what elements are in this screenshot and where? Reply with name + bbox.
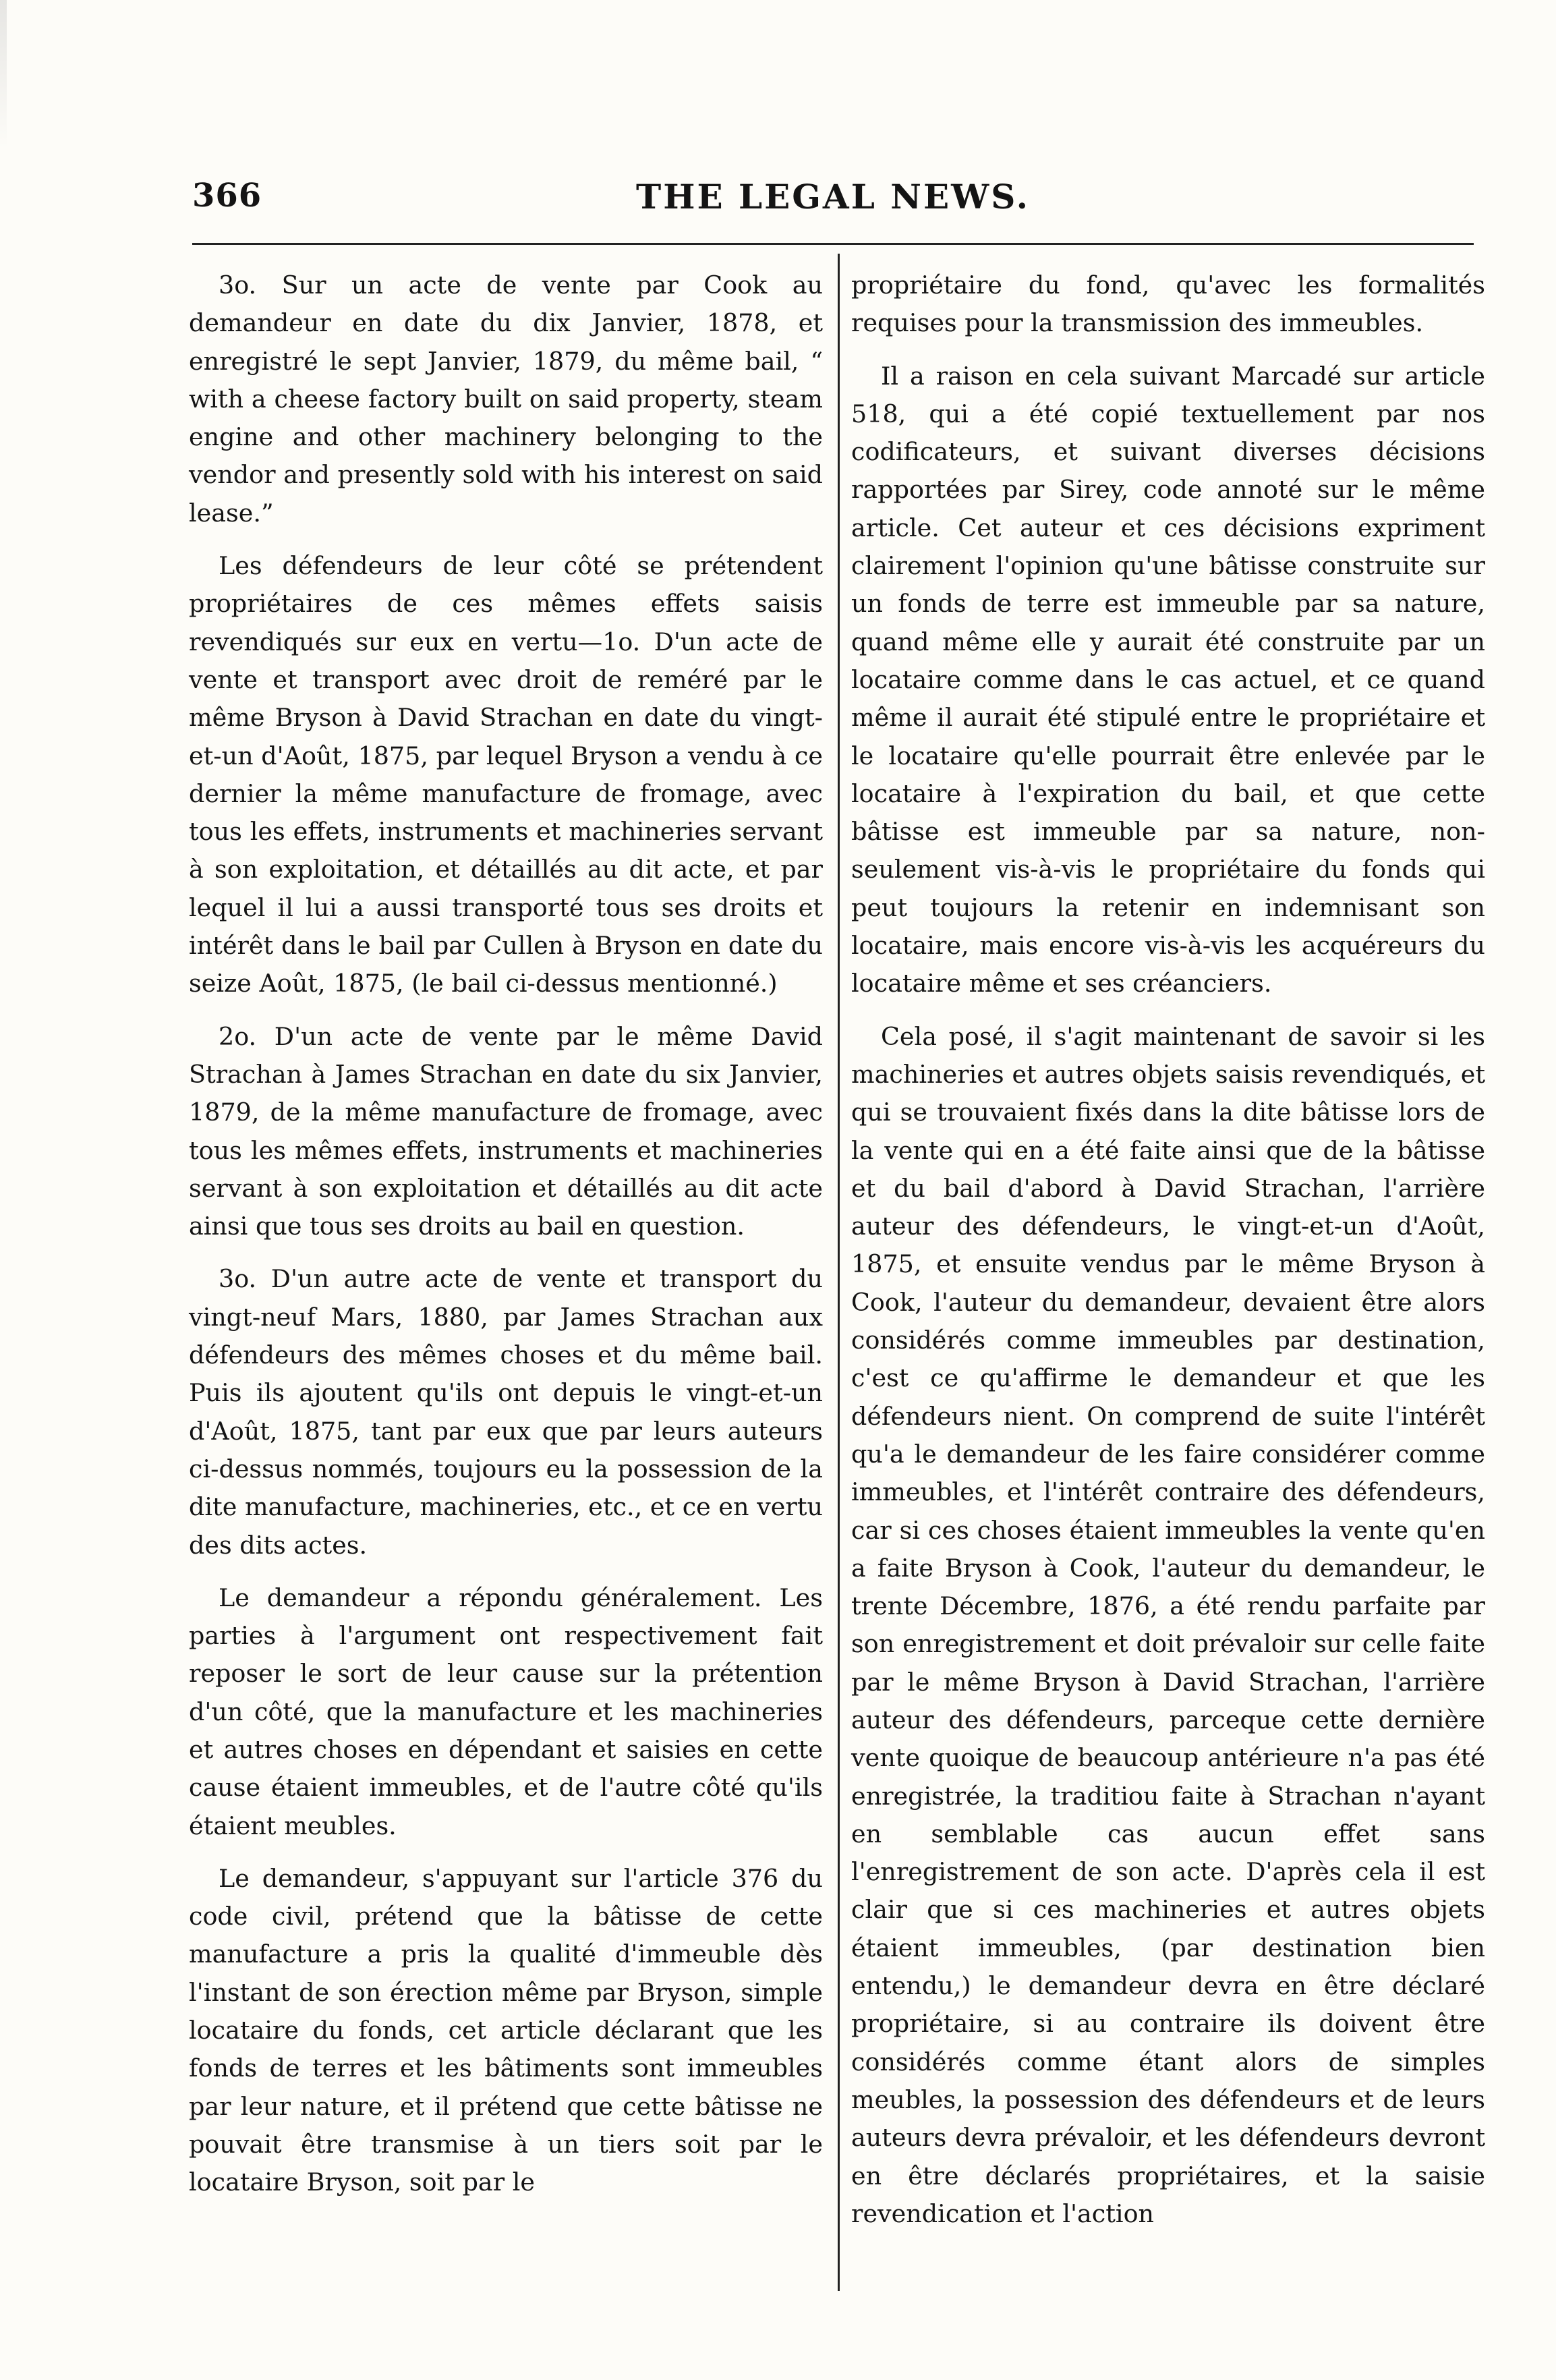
page-number: 366 <box>192 177 262 215</box>
scan-edge-shadow <box>0 0 7 148</box>
paragraph: Les défendeurs de leur côté se prétendent propriétaires de ces mêmes effets saisis revendiqués sur eux en vertu—1o. D'un acte de vente et transport avec droit de reméré par le même Bryson à David Strachan en date du vingt-et-un d'Août, 1875, par lequel Bryson a vendu à ce dernier la même manufacture de fromage, avec tous les effets, instruments et machineries servant à son exploitation, et détaillés au dit acte, et par lequel il lui a aussi transporté tous ses droits et intérêt dans le bail par Cullen à Bryson en date du seize Août, 1875, (le bail ci-dessus mentionné.) <box>189 551 823 998</box>
running-title: THE LEGAL NEWS. <box>636 177 1030 217</box>
header-rule <box>192 243 1474 245</box>
right-column <box>851 266 1485 2248</box>
paragraph-continued: propriétaire du fond, qu'avec les formalités requises pour la transmission des immeubles. <box>851 271 1485 338</box>
paragraph: Le demandeur a répondu généralement. Les parties à l'argument ont respectivement fait reposer le sort de leur cause sur la prétention d'un côté, que la manufacture et les machineries et autres choses en dépendant et saisies en cette cause étaient immeubles, et de l'autre côté qu'ils étaient meubles. <box>189 1583 823 1840</box>
paragraph: 3o. Sur un acte de vente par Cook au demandeur en date du dix Janvier, 1878, et enregistré le sept Janvier, 1879, du même bail, “ with a cheese factory built on said property, steam engine and other machinery belonging to the vendor and presently sold with his interest on said lease.” <box>189 271 823 528</box>
paragraph: 3o. D'un autre acte de vente et transport du vingt-neuf Mars, 1880, par James Strachan aux défendeurs des mêmes choses et du même bail. Puis ils ajoutent qu'ils ont depuis le vingt-et-un d'Août, 1875, tant par eux que par leurs auteurs ci-dessus nommés, toujours eu la possession de la dite manufacture, machineries, etc., et ce en vertu des dits actes. <box>189 1264 823 1560</box>
paragraph: Le demandeur, s'appuyant sur l'article 376 du code civil, prétend que la bâtisse de cette manufacture a pris la qualité d'immeuble dès l'instant de son érection même par Bryson, simple locataire du fonds, cet article déclarant que les fonds de terres et les bâtiments sont immeubles par leur nature, et il prétend que cette bâtisse ne pouvait être transmise à un tiers soit par le locataire Bryson, soit par le <box>189 1863 823 2197</box>
page-header <box>192 177 1474 224</box>
paragraph: Cela posé, il s'agit maintenant de savoir si les machineries et autres objets saisis revendiqués, et qui se trouvaient fixés dans la dite bâtisse lors de la vente qui en a été faite ainsi que de la bâtisse et du bail d'abord à David Strachan, l'arrière auteur des défendeurs, le vingt-et-un d'Août, 1875, et ensuite vendus par le même Bryson à Cook, l'auteur du demandeur, devaient être alors considérés comme immeubles par destination, c'est ce qu'affirme le demandeur et que les défendeurs nient. On comprend de suite l'intérêt qu'a le demandeur de les faire considérer comme immeubles, et l'intérêt contraire des défendeurs, car si ces choses étaient immeubles la vente qu'en a faite Bryson à Cook, l'auteur du demandeur, le trente Décembre, 1876, a été rendu parfaite par son enregistrement et doit prévaloir sur celle faite par le même Bryson à David Strachan, l'arrière auteur des défendeurs, parceque cette dernière vente quoique de beaucoup antérieure n'a pas été enregistrée, la traditiou faite à Strachan n'ayant en semblable cas aucun effet sans l'enregistrement de son acte. D'après cela il est clair que si ces machineries et autres objets étaient immeubles, (par destination bien entendu,) le demandeur devra en être déclaré propriétaire, si au contraire ils doivent être considérés comme étant alors de simples meubles, la possession des défendeurs et de leurs auteurs devra prévaloir, et les défendeurs devront en être déclarés propriétaires, et la saisie revendication et l'action <box>851 1021 1485 2228</box>
column-divider <box>838 254 840 2291</box>
paragraph: 2o. D'un acte de vente par le même David Strachan à James Strachan en date du six Janvier, 1879, de la même manufacture de fromage, avec tous les mêmes effets, instruments et machineries servant à son exploitation et détaillés au dit acte ainsi que tous ses droits au bail en question. <box>189 1021 823 1241</box>
paragraph: Il a raison en cela suivant Marcadé sur article 518, qui a été copié textuellement par nos codificateurs, et suivant diverses décisions rapportées par Sirey, code annoté sur le même article. Cet auteur et ces décisions expriment clairement l'opinion qu'une bâtisse construite sur un fonds de terre est immeuble par sa nature, quand même elle y aurait été construite par un locataire comme dans le cas actuel, et ce quand même il aurait été stipulé entre le propriétaire et le locataire qu'elle pourrait être enlevée par le locataire à l'expiration du bail, et que cette bâtisse est immeuble par sa nature, non-seulement vis-à-vis le propriétaire du fonds qui peut toujours la retenir en indemnisant son locataire, mais encore vis-à-vis les acquéreurs du locataire même et ses créanciers. <box>851 361 1485 998</box>
left-column <box>189 266 823 2217</box>
